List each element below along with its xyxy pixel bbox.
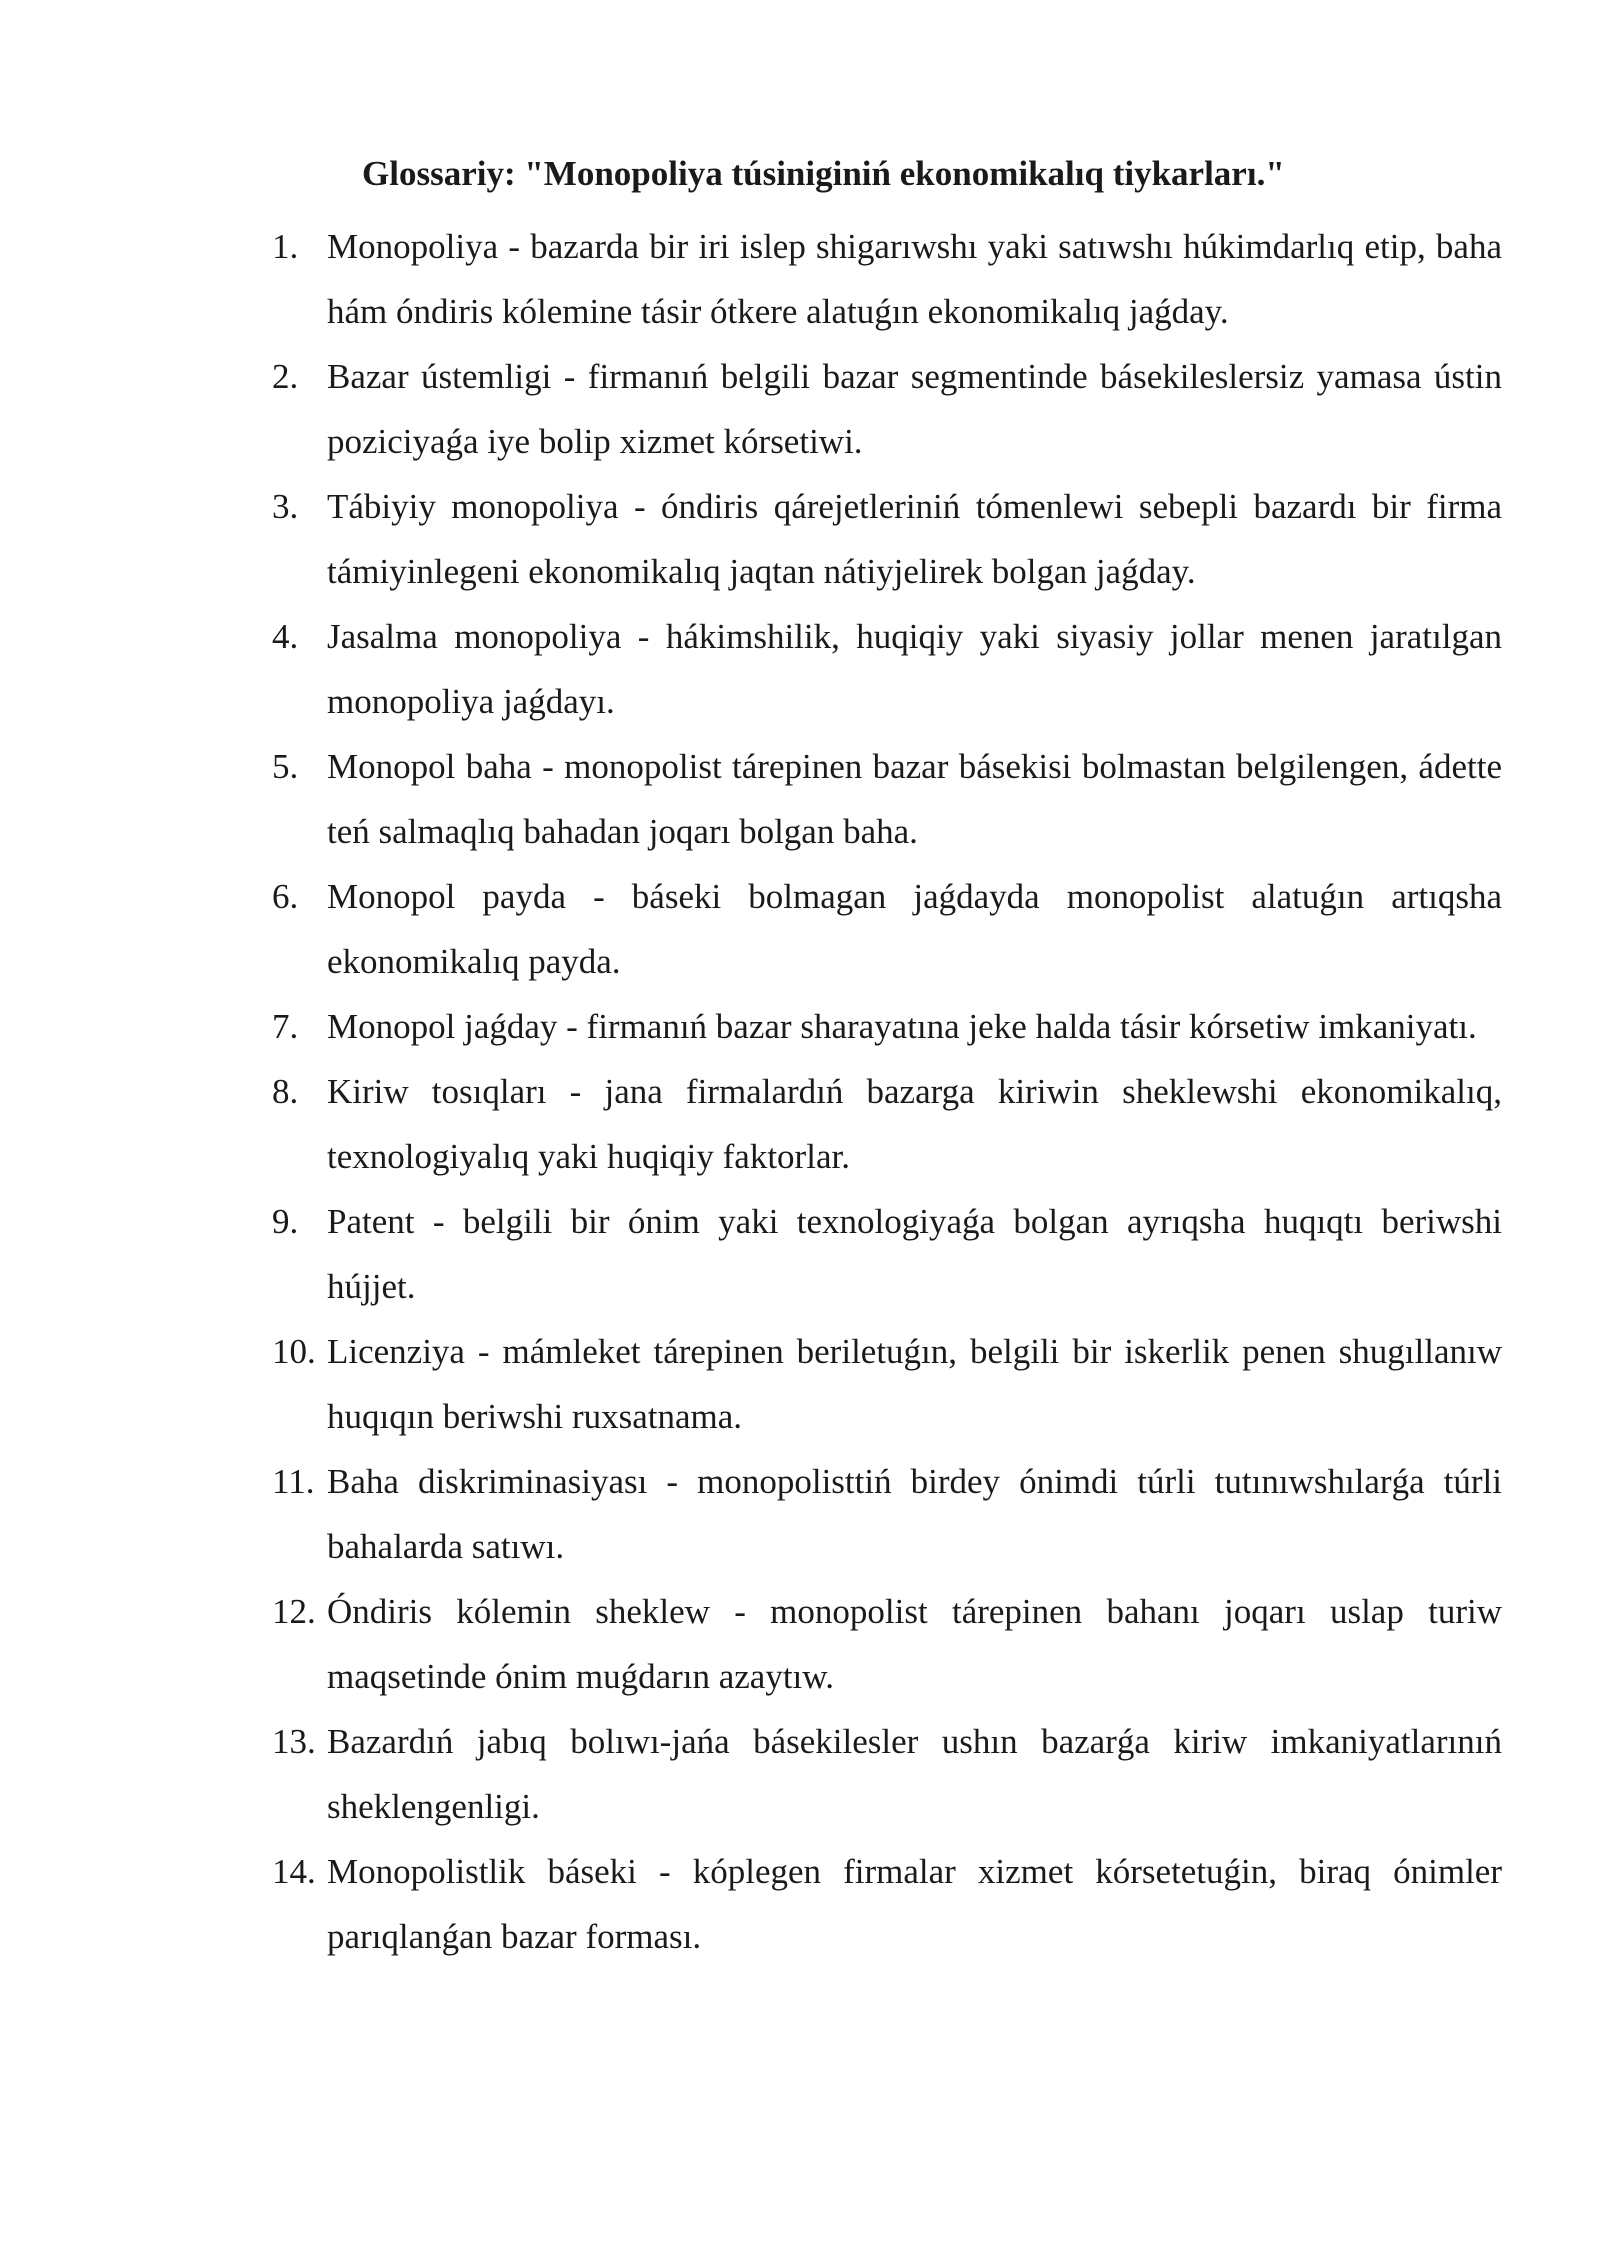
- item-number: 10.: [272, 1332, 316, 1371]
- list-item: [272, 474, 1502, 604]
- item-text: Patent - belgili bir ónim yaki texnologiyaǵa bolgan ayrıqsha huqıqtı beriwshi hújjet.: [327, 1202, 1502, 1306]
- list-item: [272, 1839, 1502, 1969]
- list-item: [272, 994, 1502, 1059]
- glossary-list: [272, 214, 1502, 1969]
- item-text: Bazardıń jabıq bolıwı-jańa básekilesler ushın bazarǵa kiriw imkaniyatlarınıń sheklengenligi.: [327, 1722, 1502, 1826]
- item-number: 12.: [272, 1592, 316, 1631]
- item-number: 9.: [272, 1202, 299, 1241]
- item-number: 13.: [272, 1722, 316, 1761]
- list-item: [272, 1579, 1502, 1709]
- item-number: 3.: [272, 487, 299, 526]
- item-number: 7.: [272, 1007, 299, 1046]
- item-text: Baha diskriminasiyası - monopolisttiń birdey ónimdi túrli tutınıwshılarǵa túrli bahalarda satıwı.: [327, 1462, 1502, 1566]
- list-item: [272, 1449, 1502, 1579]
- list-item: [272, 1319, 1502, 1449]
- list-item: [272, 214, 1502, 344]
- item-number: 14.: [272, 1852, 316, 1891]
- list-item: [272, 1059, 1502, 1189]
- item-number: 8.: [272, 1072, 299, 1111]
- item-number: 11.: [272, 1462, 315, 1501]
- item-text: Monopol baha - monopolist tárepinen bazar básekisi bolmastan belgilengen, ádette teń salmaqlıq bahadan joqarı bolgan baha.: [327, 747, 1502, 851]
- list-item: [272, 734, 1502, 864]
- list-item: [272, 604, 1502, 734]
- list-item: [272, 344, 1502, 474]
- item-number: 2.: [272, 357, 299, 396]
- list-item: [272, 864, 1502, 994]
- item-number: 1.: [272, 227, 299, 266]
- list-item: [272, 1189, 1502, 1319]
- item-text: Kiriw tosıqları - jana firmalardıń bazarga kiriwin sheklewshi ekonomikalıq, texnologiyalıq yaki huqiqiy faktorlar.: [327, 1072, 1502, 1176]
- item-text: Monopolistlik báseki - kóplegen firmalar xizmet kórsetetuǵin, biraq ónimler parıqlanǵan bazar forması.: [327, 1852, 1502, 1956]
- item-text: Bazar ústemligi - firmanıń belgili bazar segmentinde básekileslersiz yamasa ústin poziciyaǵa iye bolip xizmet kórsetiwi.: [327, 357, 1502, 461]
- item-text: Monopol jaǵday - firmanıń bazar sharayatına jeke halda tásir kórsetiw imkaniyatı.: [327, 1007, 1477, 1046]
- item-text: Óndiris kólemin sheklew - monopolist tárepinen bahanı joqarı uslap turiw maqsetinde ónim muǵdarın azaytıw.: [327, 1592, 1502, 1696]
- item-text: Tábiyiy monopoliya - óndiris qárejetleriniń tómenlewi sebepli bazardı bir firma támiyinlegeni ekonomikalıq jaqtan nátiyjelirek bolgan jaǵday.: [327, 487, 1502, 591]
- item-number: 6.: [272, 877, 299, 916]
- item-text: Jasalma monopoliya - hákimshilik, huqiqiy yaki siyasiy jollar menen jaratılgan monopoliya jaǵdayı.: [327, 617, 1502, 721]
- list-item: [272, 1709, 1502, 1839]
- item-text: Monopoliya - bazarda bir iri islep shigarıwshı yaki satıwshı húkimdarlıq etip, baha hám óndiris kólemine tásir ótkere alatuǵın ekonomikalıq jaǵday.: [327, 227, 1502, 331]
- page-title: Glossariy: "Monopoliya túsiniginiń ekonomikalıq tiykarları.": [362, 154, 1285, 193]
- item-number: 5.: [272, 747, 299, 786]
- item-number: 4.: [272, 617, 299, 656]
- item-text: Licenziya - mámleket tárepinen beriletuǵın, belgili bir iskerlik penen shugıllanıw huqıqın beriwshi ruxsatnama.: [327, 1332, 1502, 1436]
- item-text: Monopol payda - báseki bolmagan jaǵdayda monopolist alatuǵın artıqsha ekonomikalıq payda.: [327, 877, 1502, 981]
